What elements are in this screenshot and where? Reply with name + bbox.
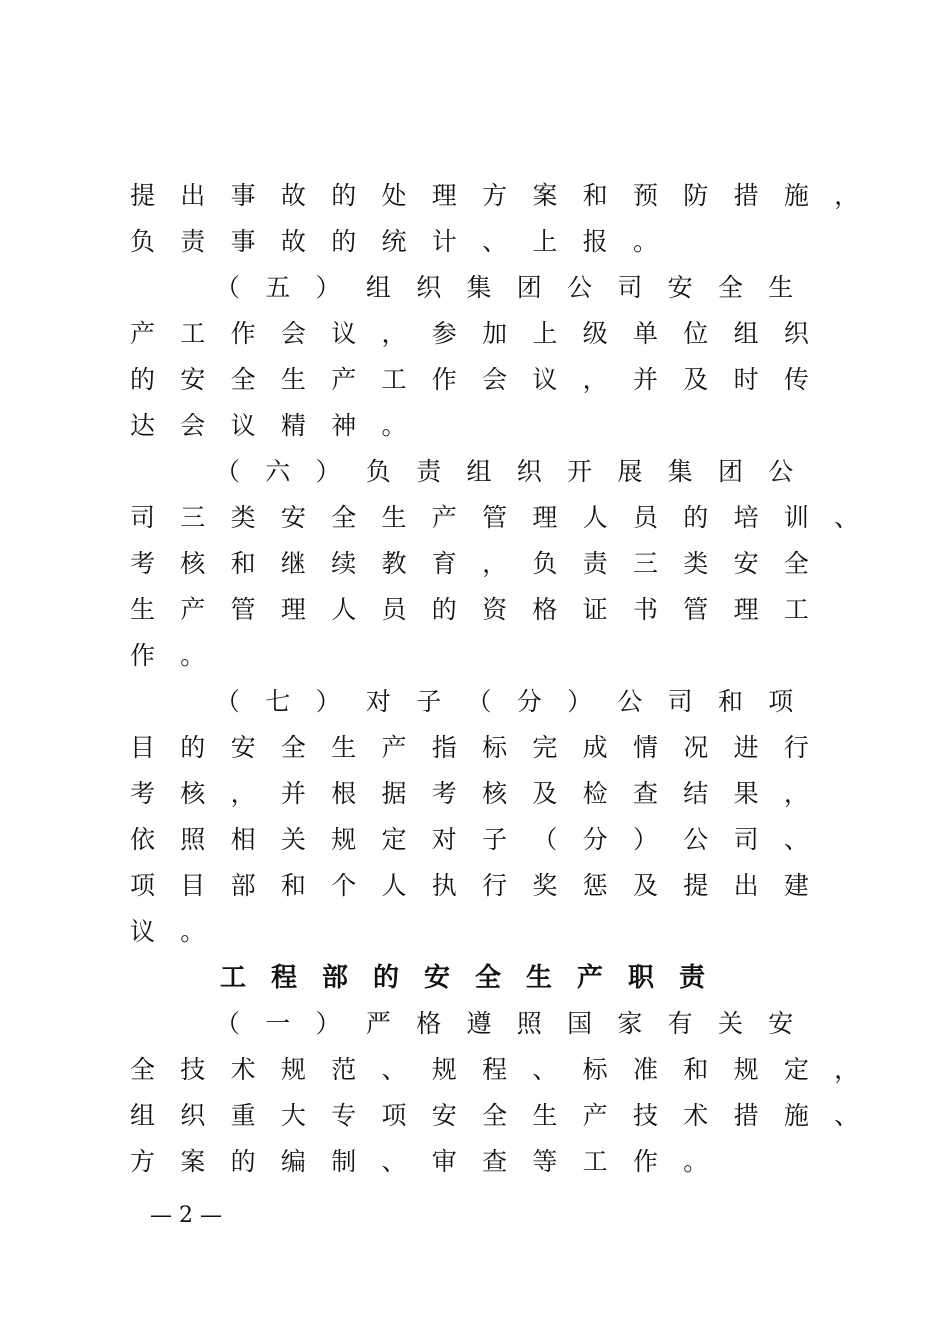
text-char: 员: [632, 503, 658, 532]
text-char: 的: [683, 503, 709, 532]
text-char: 管: [482, 503, 508, 532]
text-char: ）: [315, 457, 341, 486]
text-line: [130, 173, 860, 219]
text-char: 项: [768, 687, 794, 716]
text-char: 范: [331, 1055, 357, 1084]
text-line: [130, 357, 850, 403]
text-char: 统: [381, 227, 407, 256]
text-char: 故: [280, 227, 306, 256]
text-char: 案: [180, 1147, 206, 1176]
text-char: 相: [230, 825, 256, 854]
text-char: ）: [567, 687, 593, 716]
text-char: 定: [381, 825, 407, 854]
text-char: 和: [717, 687, 743, 716]
text-char: 产: [381, 733, 407, 762]
text-char: 个: [331, 871, 357, 900]
text-char: 重: [230, 1101, 256, 1130]
text-char: 行: [783, 733, 809, 762]
text-char: 作: [130, 641, 156, 670]
text-char: 生: [331, 733, 357, 762]
text-char: 出: [180, 181, 206, 210]
text-char: 三: [632, 549, 658, 578]
text-char: 照: [516, 1009, 542, 1038]
text-char: 、: [532, 1055, 558, 1084]
text-char: 会: [280, 319, 306, 348]
text-char: 司: [667, 687, 693, 716]
text-char: 训: [783, 503, 809, 532]
text-char: 组: [130, 1101, 156, 1130]
text-char: 格: [416, 1009, 442, 1038]
text-char: 司: [130, 503, 156, 532]
text-char: 一: [265, 1009, 291, 1038]
text-char: 技: [632, 1101, 658, 1130]
text-char: 的: [431, 595, 457, 624]
page-number: — 2 —: [150, 1203, 222, 1228]
text-char: 织: [416, 273, 442, 302]
text-char: 继: [280, 549, 306, 578]
text-line: [130, 1047, 860, 1093]
text-char: 惩: [582, 871, 608, 900]
text-char: 。: [381, 411, 407, 440]
text-char: 和: [280, 871, 306, 900]
text-char: 司: [617, 273, 643, 302]
text-char: 成: [582, 733, 608, 762]
paragraph-start-line: [215, 679, 935, 725]
text-char: 果: [733, 779, 759, 808]
text-char: 产: [130, 319, 156, 348]
text-char: 责: [416, 457, 442, 486]
text-char: 分: [516, 687, 542, 716]
text-char: 人: [331, 595, 357, 624]
text-char: 组: [466, 457, 492, 486]
text-char: 事: [230, 227, 256, 256]
text-char: 的: [130, 365, 156, 394]
text-char: （: [466, 687, 492, 716]
text-char: 规: [280, 1055, 306, 1084]
text-char: 公: [567, 273, 593, 302]
text-char: ，: [582, 365, 608, 394]
text-char: 计: [431, 227, 457, 256]
text-char: 工: [582, 1147, 608, 1176]
text-char: 措: [733, 181, 759, 210]
text-char: 展: [617, 457, 643, 486]
text-char: 核: [180, 549, 206, 578]
text-char: 公: [768, 457, 794, 486]
text-char: 及: [632, 871, 658, 900]
text-char: ，: [834, 1055, 860, 1084]
text-char: 子: [416, 687, 442, 716]
paragraph-start-line: [215, 265, 935, 311]
text-line: [130, 863, 850, 909]
text-char: 七: [265, 687, 291, 716]
text-line: [130, 541, 850, 587]
text-char: 议: [532, 365, 558, 394]
text-char: 防: [683, 181, 709, 210]
text-char: 达: [130, 411, 156, 440]
text-char: 司: [733, 825, 759, 854]
text-char: （: [532, 825, 558, 854]
text-char: 提: [130, 181, 156, 210]
text-char: 、: [834, 503, 860, 532]
text-char: 有: [667, 1009, 693, 1038]
text-char: 事: [230, 181, 256, 210]
text-char: 安: [431, 1101, 457, 1130]
text-char: 根: [331, 779, 357, 808]
text-line: [130, 817, 850, 863]
text-char: 和: [683, 1055, 709, 1084]
text-char: 安: [667, 273, 693, 302]
text-char: 国: [567, 1009, 593, 1038]
text-line: [130, 587, 850, 633]
text-char: （: [215, 457, 241, 486]
text-char: 集: [667, 457, 693, 486]
text-char: 、: [783, 825, 809, 854]
text-char: 考: [130, 549, 156, 578]
text-char: 工: [180, 319, 206, 348]
text-char: 员: [381, 595, 407, 624]
text-char: 结: [683, 779, 709, 808]
text-char: 提: [683, 871, 709, 900]
text-char: 育: [431, 549, 457, 578]
text-char: 规: [331, 825, 357, 854]
text-char: 参: [431, 319, 457, 348]
text-char: 考: [431, 779, 457, 808]
text-char: 组: [733, 319, 759, 348]
text-char: 。: [180, 917, 206, 946]
text-char: 生: [280, 365, 306, 394]
text-char: 理: [280, 595, 306, 624]
text-char: 和: [582, 181, 608, 210]
text-char: 格: [532, 595, 558, 624]
text-char: 目: [130, 733, 156, 762]
text-char: （: [215, 273, 241, 302]
text-char: 执: [431, 871, 457, 900]
text-char: 五: [265, 273, 291, 302]
text-char: 并: [280, 779, 306, 808]
text-char: 类: [683, 549, 709, 578]
text-char: ，: [834, 181, 860, 210]
text-char: 部: [230, 871, 256, 900]
text-char: 全: [717, 273, 743, 302]
text-char: 出: [733, 871, 759, 900]
text-char: 等: [532, 1147, 558, 1176]
text-char: 资: [482, 595, 508, 624]
text-char: 全: [130, 1055, 156, 1084]
text-char: 程: [482, 1055, 508, 1084]
text-char: 人: [582, 503, 608, 532]
text-char: 责: [180, 227, 206, 256]
text-line: [130, 725, 850, 771]
text-char: 织: [180, 1101, 206, 1130]
text-char: ，: [230, 779, 256, 808]
text-char: 议: [331, 319, 357, 348]
text-char: 对: [365, 687, 391, 716]
text-char: 、: [482, 227, 508, 256]
text-char: 议: [130, 917, 156, 946]
text-char: 神: [331, 411, 357, 440]
text-char: 报: [582, 227, 608, 256]
text-char: 团: [717, 457, 743, 486]
text-char: 子: [482, 825, 508, 854]
text-char: 责: [582, 549, 608, 578]
text-char: 工: [783, 595, 809, 624]
text-char: 时: [733, 365, 759, 394]
text-char: 证: [582, 595, 608, 624]
text-char: 案: [532, 181, 558, 210]
text-char: 理: [532, 503, 558, 532]
text-char: 检: [582, 779, 608, 808]
text-char: 产: [331, 365, 357, 394]
text-char: 负: [365, 457, 391, 486]
text-char: 考: [130, 779, 156, 808]
text-char: ）: [315, 1009, 341, 1038]
text-char: 标: [482, 733, 508, 762]
text-char: 据: [381, 779, 407, 808]
text-char: 术: [230, 1055, 256, 1084]
text-char: 织: [516, 457, 542, 486]
text-char: 照: [180, 825, 206, 854]
text-char: 全: [230, 365, 256, 394]
text-char: ）: [315, 687, 341, 716]
text-char: 书: [632, 595, 658, 624]
text-char: 目: [180, 871, 206, 900]
text-char: （: [215, 687, 241, 716]
text-char: 全: [280, 733, 306, 762]
text-line: [130, 219, 850, 265]
text-char: 制: [331, 1147, 357, 1176]
text-char: 况: [683, 733, 709, 762]
text-char: 遵: [466, 1009, 492, 1038]
text-char: 负: [130, 227, 156, 256]
text-char: 及: [532, 779, 558, 808]
text-line: [130, 403, 850, 449]
text-char: 的: [331, 181, 357, 210]
text-char: 集: [466, 273, 492, 302]
text-line: [130, 1093, 860, 1139]
text-char: ，: [783, 779, 809, 808]
text-char: 术: [683, 1101, 709, 1130]
text-char: 工: [381, 365, 407, 394]
text-char: ，: [482, 549, 508, 578]
text-char: 、: [381, 1055, 407, 1084]
text-char: 专: [331, 1101, 357, 1130]
text-line: [130, 633, 850, 679]
text-char: ）: [632, 825, 658, 854]
text-char: 作: [230, 319, 256, 348]
text-char: 生: [768, 273, 794, 302]
text-char: 措: [733, 1101, 759, 1130]
text-char: 核: [180, 779, 206, 808]
text-char: 生: [532, 1101, 558, 1130]
text-char: 关: [280, 825, 306, 854]
text-char: 进: [733, 733, 759, 762]
text-char: 开: [567, 457, 593, 486]
paragraph-start-line: [215, 449, 935, 495]
text-char: 准: [632, 1055, 658, 1084]
text-char: 施: [783, 1101, 809, 1130]
text-char: 方: [130, 1147, 156, 1176]
text-char: 组: [365, 273, 391, 302]
text-char: 产: [180, 595, 206, 624]
text-char: 全: [331, 503, 357, 532]
text-char: 管: [230, 595, 256, 624]
text-char: 和: [230, 549, 256, 578]
text-line: [130, 495, 860, 541]
text-char: 续: [331, 549, 357, 578]
text-char: 。: [180, 641, 206, 670]
text-char: 故: [280, 181, 306, 210]
text-char: 公: [683, 825, 709, 854]
text-char: 管: [683, 595, 709, 624]
text-char: 生: [381, 503, 407, 532]
text-char: 公: [617, 687, 643, 716]
text-char: 人: [381, 871, 407, 900]
text-char: 会: [482, 365, 508, 394]
text-char: 查: [482, 1147, 508, 1176]
text-char: 精: [280, 411, 306, 440]
text-char: 奖: [532, 871, 558, 900]
text-char: （: [215, 1009, 241, 1038]
text-char: 完: [532, 733, 558, 762]
text-char: 安: [280, 503, 306, 532]
text-char: 、: [834, 1101, 860, 1130]
text-char: 建: [783, 871, 809, 900]
text-char: 及: [683, 365, 709, 394]
text-char: 安: [180, 365, 206, 394]
text-char: 审: [431, 1147, 457, 1176]
text-char: 安: [230, 733, 256, 762]
text-char: 类: [230, 503, 256, 532]
text-char: 。: [683, 1147, 709, 1176]
text-char: 理: [733, 595, 759, 624]
text-char: 施: [783, 181, 809, 210]
text-char: 作: [632, 1147, 658, 1176]
text-char: 规: [431, 1055, 457, 1084]
text-char: 、: [381, 1147, 407, 1176]
text-char: 预: [632, 181, 658, 210]
text-char: 定: [783, 1055, 809, 1084]
text-char: 团: [516, 273, 542, 302]
text-char: 规: [733, 1055, 759, 1084]
text-line: [130, 1139, 850, 1185]
text-char: 作: [431, 365, 457, 394]
text-char: 情: [632, 733, 658, 762]
text-char: 。: [632, 227, 658, 256]
text-char: 的: [331, 227, 357, 256]
text-char: 生: [130, 595, 156, 624]
section-heading: 工程部的安全生产职责: [219, 963, 730, 993]
text-char: 的: [230, 1147, 256, 1176]
text-char: 级: [582, 319, 608, 348]
text-char: 上: [532, 227, 558, 256]
text-char: 指: [431, 733, 457, 762]
text-char: 项: [130, 871, 156, 900]
text-char: 单: [632, 319, 658, 348]
text-char: 处: [381, 181, 407, 210]
text-char: ）: [315, 273, 341, 302]
text-char: 议: [230, 411, 256, 440]
text-line: [130, 909, 850, 955]
text-char: 核: [482, 779, 508, 808]
text-char: 行: [482, 871, 508, 900]
text-char: 全: [783, 549, 809, 578]
text-char: 对: [431, 825, 457, 854]
text-char: 织: [783, 319, 809, 348]
text-char: 分: [582, 825, 608, 854]
text-char: 培: [733, 503, 759, 532]
text-char: 传: [783, 365, 809, 394]
text-char: 并: [632, 365, 658, 394]
text-char: 关: [717, 1009, 743, 1038]
text-char: 查: [632, 779, 658, 808]
text-char: ，: [381, 319, 407, 348]
text-char: 六: [265, 457, 291, 486]
text-char: 严: [365, 1009, 391, 1038]
text-char: 产: [431, 503, 457, 532]
text-char: 方: [482, 181, 508, 210]
text-char: 会: [180, 411, 206, 440]
text-char: 编: [280, 1147, 306, 1176]
text-char: 三: [180, 503, 206, 532]
text-line: [130, 311, 850, 357]
text-char: 家: [617, 1009, 643, 1038]
text-char: 的: [180, 733, 206, 762]
text-char: 安: [733, 549, 759, 578]
text-char: 技: [180, 1055, 206, 1084]
text-char: 全: [482, 1101, 508, 1130]
text-char: 理: [431, 181, 457, 210]
text-char: 负: [532, 549, 558, 578]
text-char: 位: [683, 319, 709, 348]
text-char: 标: [582, 1055, 608, 1084]
text-char: 项: [381, 1101, 407, 1130]
text-char: 上: [532, 319, 558, 348]
text-char: 加: [482, 319, 508, 348]
text-char: 教: [381, 549, 407, 578]
paragraph-start-line: [215, 1001, 935, 1047]
text-char: 大: [280, 1101, 306, 1130]
text-char: 依: [130, 825, 156, 854]
text-char: 产: [582, 1101, 608, 1130]
text-char: 安: [768, 1009, 794, 1038]
text-line: [130, 771, 850, 817]
